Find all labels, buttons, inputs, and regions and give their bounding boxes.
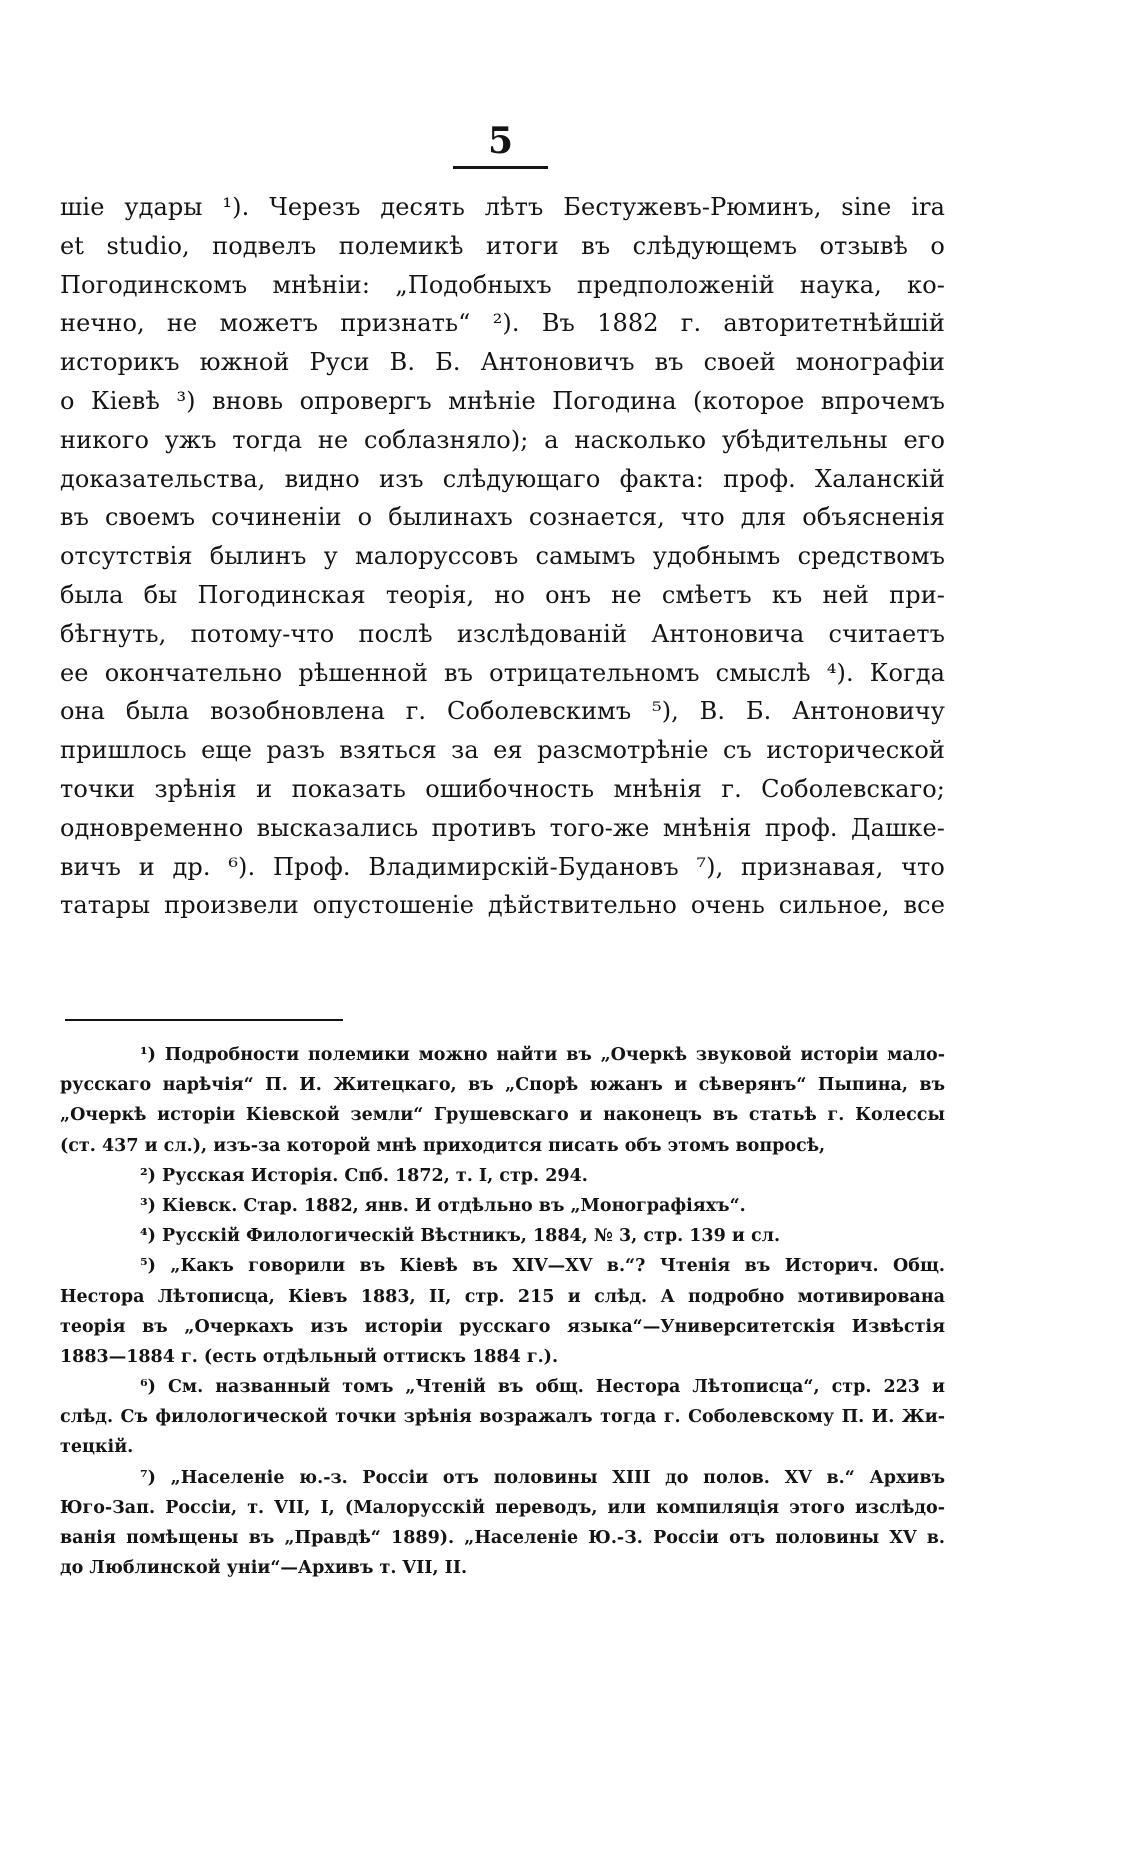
footnote-line: „Очеркѣ исторіи Кіевской земли“ Грушевскаго и наконецъ въ статьѣ г. Колессы: [60, 1105, 945, 1126]
footnote-line: Нестора Лѣтописца, Кіевъ 1883, II, стр. 215 и слѣд. А подробно мотивирована: [60, 1286, 945, 1307]
text-line: татары произвели опустошеніе дѣйствительно очень сильное, все: [60, 891, 945, 920]
text-line: Погодинскомъ мнѣніи: „Подобныхъ предположеній наука, ко-: [60, 270, 945, 299]
footnote-line: слѣд. Съ филологической точки зрѣнія возражалъ тогда г. Соболевскому П. И. Жи-: [60, 1407, 945, 1428]
text-line: нечно, не можетъ признать“ ²). Въ 1882 г. авторитетнѣйшій: [60, 309, 945, 338]
footnote-line: ²) Русская Исторія. Спб. 1872, т. I, стр. 294.: [140, 1165, 588, 1186]
text-line: пришлось еще разъ взяться за ея разсмотрѣніе съ исторической: [60, 736, 945, 765]
footnote-line: Юго-Зап. Россіи, т. VII, I, (Малорусскій переводъ, или компиляція этого изслѣдо-: [60, 1497, 945, 1518]
text-line: о Кіевѣ ³) вновь опровергъ мнѣніе Погодина (которое впрочемъ: [60, 386, 945, 415]
footnote-line: до Люблинской уніи“—Архивъ т. VII, II.: [60, 1558, 468, 1579]
footnote-divider: [65, 1019, 343, 1021]
text-line: точки зрѣнія и показать ошибочность мнѣнія г. Соболевскаго;: [60, 774, 945, 803]
text-line: была бы Погодинская теорія, но онъ не смѣетъ къ ней при-: [60, 580, 945, 609]
footnote-line: 1883—1884 г. (есть отдѣльный оттискъ 1884 г.).: [60, 1346, 559, 1367]
text-line: et studio, подвелъ полемикѣ итоги въ слѣдующемъ отзывѣ о: [60, 231, 945, 260]
text-line: шіе удары ¹). Черезъ десять лѣтъ Бестужевъ-Рюминъ, sine ira: [60, 193, 945, 221]
footnote-line: теорія въ „Очеркахъ изъ исторіи русскаго языка“—Университетскія Извѣстія: [60, 1316, 945, 1337]
text-line: въ своемъ сочиненіи о былинахъ сознается, что для объясненія: [60, 503, 945, 532]
text-line: никого ужъ тогда не соблазняло); а насколько убѣдительны его: [60, 425, 945, 454]
footnote-line: ¹) Подробности полемики можно найти въ „Очеркѣ звуковой исторіи мало-: [140, 1045, 945, 1065]
footnote-line: русскаго нарѣчія“ П. И. Житецкаго, въ „Спорѣ южанъ и сѣверянъ“ Пыпина, въ: [60, 1075, 945, 1096]
footnote-line: ⁴) Русскій Филологическій Вѣстникъ, 1884, № 3, стр. 139 и сл.: [140, 1226, 781, 1247]
text-line: она была возобновлена г. Соболевскимъ ⁵), В. Б. Антоновичу: [60, 697, 945, 726]
footnotes: [60, 1040, 945, 1583]
footnote-line: ⁵) „Какъ говорили въ Кіевѣ въ XIV—XV в.“? Чтенія въ Историч. Общ.: [140, 1256, 945, 1277]
text-line: бѣгнуть, потому-что послѣ изслѣдованій Антоновича считаетъ: [60, 619, 945, 648]
footnote-line: ⁷) „Населеніе ю.-з. Россіи отъ половины XIII до полов. XV в.“ Архивъ: [140, 1467, 945, 1488]
footnote-line: ⁶) См. названный томъ „Чтеній въ общ. Нестора Лѣтописца“, стр. 223 и: [140, 1377, 945, 1398]
text-line: историкъ южной Руси В. Б. Антоновичъ въ своей монографіи: [60, 348, 945, 377]
footnote-line: тецкій.: [60, 1437, 134, 1458]
text-line: ее окончательно рѣшенной въ отрицательномъ смыслѣ ⁴). Когда: [60, 658, 945, 687]
main-text: [60, 188, 945, 925]
footnote-line: ванія помѣщены въ „Правдѣ“ 1889). „Населеніе Ю.-З. Россіи отъ половины XV в.: [60, 1528, 945, 1548]
text-line: одновременно высказались противъ того-же мнѣнія проф. Дашке-: [60, 813, 945, 842]
text-line: вичъ и др. ⁶). Проф. Владимирскій-Будановъ ⁷), признавая, что: [60, 852, 945, 881]
text-line: отсутствія былинъ у малоруссовъ самымъ удобнымъ средствомъ: [60, 542, 945, 571]
page-number: 5: [453, 120, 548, 169]
text-line: доказательства, видно изъ слѣдующаго факта: проф. Халанскій: [60, 464, 945, 493]
footnote-line: (ст. 437 и сл.), изъ-за которой мнѣ приходится писать объ этомъ вопросѣ,: [60, 1135, 826, 1156]
footnote-line: ³) Кіевск. Стар. 1882, янв. И отдѣльно въ „Монографіяхъ“.: [140, 1195, 746, 1216]
